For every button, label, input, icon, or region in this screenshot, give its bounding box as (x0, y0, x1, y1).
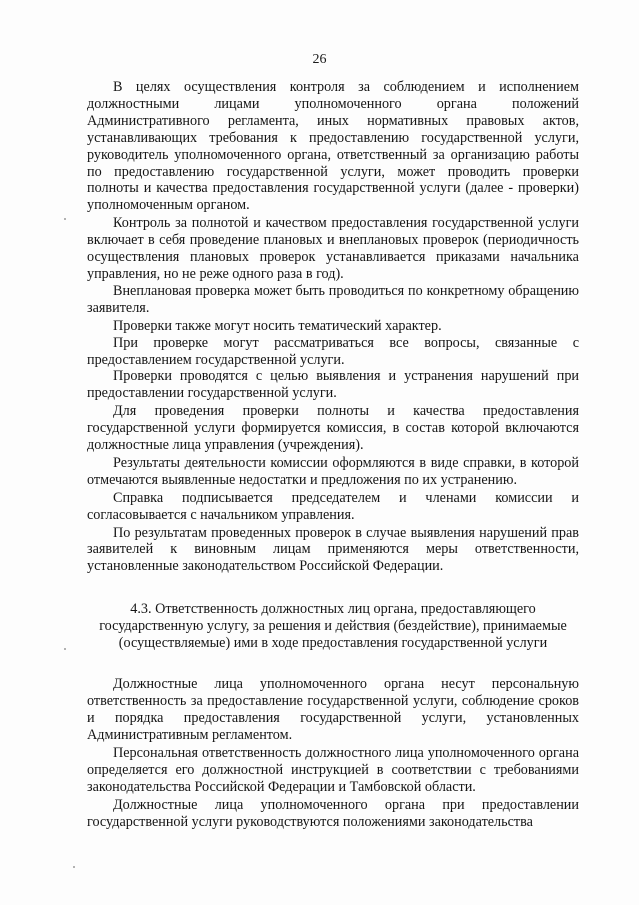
paragraph: Проверки также могут носить тематический характер. (113, 317, 442, 334)
document-body (87, 79, 579, 830)
scan-speck (64, 648, 66, 650)
paragraph: Контроль за полнотой и качеством предоставления государственной услуги включает в себя проведение плановых и внеплановых проверок (периодичность осуществления плановых проверок устанавливается приказами начальника управления, но не реже одного раза в год). (87, 215, 579, 282)
section-heading (87, 601, 579, 652)
section-heading-line: (осуществляемые) ими в ходе предоставления государственной услуги (118, 635, 548, 652)
paragraph: Проверки проводятся с целью выявления и устранения нарушений при предоставлении государственной услуги. (87, 368, 579, 402)
paragraph: Справка подписывается председателем и членами комиссии и согласовывается с начальником управления. (87, 489, 579, 523)
page-number: 26 (312, 52, 327, 67)
paragraph: Должностные лица уполномоченного органа при предоставлении государственной услуги руководствуются положениями законодательства (87, 796, 579, 830)
scan-speck (73, 866, 75, 868)
paragraph: Внеплановая проверка может быть проводиться по конкретному обращению заявителя. (87, 282, 579, 316)
paragraph: По результатам проведенных проверок в случае выявления нарушений прав заявителей к виновным лицам применяются меры ответственности, установленные законодательством Российской Федерации. (87, 524, 579, 575)
paragraph: Персональная ответственность должностного лица уполномоченного органа определяется его должностной инструкцией в соответствии с требованиями законодательства Российской Федерации и Тамбовской области. (87, 744, 579, 795)
scan-speck (64, 218, 66, 220)
section-heading-line: государственную услугу, за решения и действия (бездействие), принимаемые (99, 618, 567, 635)
paragraph: Для проведения проверки полноты и качества предоставления государственной услуги формируется комиссия, в состав которой включаются должностные лица управления (учреждения). (87, 403, 579, 454)
section-heading-line: 4.3. Ответственность должностных лиц органа, предоставляющего (130, 601, 536, 618)
paragraph: Должностные лица уполномоченного органа несут персональную ответственность за предоставление государственной услуги, соблюдение сроков и порядка предоставления государственной услуги, установленных Административным регламентом. (87, 676, 579, 743)
paragraph: При проверке могут рассматриваться все вопросы, связанные с предоставлением государственной услуги. (87, 334, 579, 368)
paragraph: В целях осуществления контроля за соблюдением и исполнением должностными лицами уполномоченного органа положений Административного регламента, иных нормативных правовых актов, устанавливающих требования к предоставлению государственной услуги, руководитель уполномоченного органа, ответственный за организацию работы по предоставлению государственной услуги, может проводить проверки полноты и качества предоставления государственной услуги (далее - проверки) уполномоченным органом. (87, 79, 579, 214)
paragraph: Результаты деятельности комиссии оформляются в виде справки, в которой отмечаются выявленные недостатки и предложения по их устранению. (87, 454, 579, 488)
